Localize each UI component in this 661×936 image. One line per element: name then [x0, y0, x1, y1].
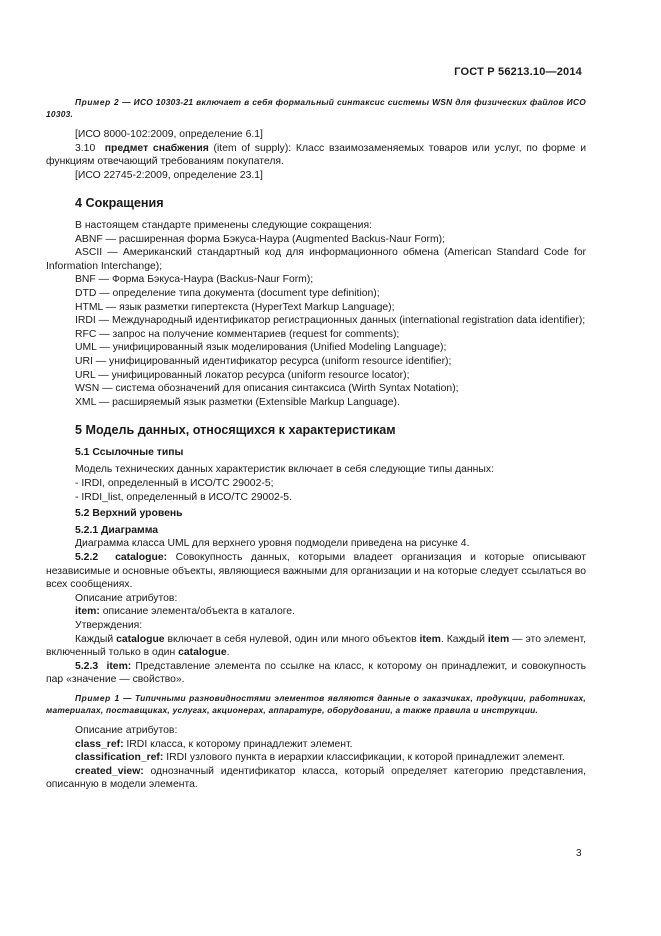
section-5-title: 5 Модель данных, относящихся к характеристикам: [75, 423, 396, 438]
abbr-rfc: RFC — запрос на получение комментариев (request for comments);: [75, 328, 400, 340]
definition-text: : Класс взаимозаменяемых товаров или услуг, по форме и функциям отвечающий требованиям покупателя.: [46, 142, 586, 168]
abbr-xml: XML — расширяемый язык разметки (Extensible Markup Language).: [75, 396, 400, 408]
section-5-2-1-title: 5.2.1 Диаграмма: [75, 524, 159, 536]
section-5-2-1-text: Диаграмма класса UML для верхнего уровня подмодели приведена на рисунке 4.: [75, 538, 470, 550]
example-1-text: — Типичными разновидностями элементов являются данные о заказчиках, продукции, работниках, материалах, поставщиках, услугах, акционерах, аппаратуре, оборудовании, а также правила и инструкции.: [46, 692, 587, 715]
clause-number: 5.2.3: [75, 660, 99, 672]
attribute-created-view: [46, 765, 586, 792]
attributes-label: Описание атрибутов:: [75, 592, 178, 604]
clause-term: item:: [106, 660, 132, 672]
page-number: 3: [576, 848, 582, 859]
example-2-note: [46, 96, 586, 120]
example-2-label: Пример 2: [75, 97, 120, 107]
attribute-text: однозначный идентификатор класса, который определяет категорию представления, описанную в модели элемента.: [46, 765, 587, 791]
definition-number: 3.10: [75, 142, 96, 154]
reference-iso-22745: [ИСО 22745-2:2009, определение 23.1]: [75, 169, 263, 181]
attribute-item: [46, 605, 586, 619]
attribute-term: created_view:: [75, 765, 144, 777]
section-5-1-intro: Модель технических данных характеристик включает в себя следующие типы данных:: [75, 464, 494, 476]
abbr-wsn: WSN — система обозначений для описания синтаксиса (Wirth Syntax Notation);: [75, 383, 459, 395]
attribute-term: item:: [75, 606, 100, 618]
section-4-title: 4 Сокращения: [75, 196, 164, 211]
example-2-text: — ИСО 10303-21 включает в себя формальный синтаксис системы WSN для физических файлов ИСО 10303.: [46, 97, 587, 119]
abbr-dtd: DTD — определение типа документа (document type definition);: [75, 287, 380, 299]
example-1-label: Пример 1: [75, 692, 120, 703]
abbr-html: HTML — язык разметки гипертекста (HyperText Markup Language);: [75, 301, 395, 313]
attributes-label-2: Описание атрибутов:: [75, 724, 178, 736]
definition-term: предмет снабжения: [104, 142, 209, 154]
definition-3-10: [46, 142, 586, 169]
assertions-text: Каждый catalogue включает в себя нулевой, один или много объектов item. Каждый item — это элемент, включенный только в один catalogue.: [46, 633, 586, 659]
abbr-bnf: BNF — Форма Бэкуса-Наура (Backus-Naur Form);: [75, 274, 314, 286]
abbr-url: URL — унифицированный локатор ресурса (uniform resource locator);: [75, 369, 410, 381]
clause-number: 5.2.2: [75, 552, 99, 564]
attribute-term: classification_ref:: [75, 752, 164, 764]
section-5-2-3: [46, 660, 586, 687]
assertions-label: Утверждения:: [75, 620, 143, 631]
attribute-term: class_ref:: [75, 738, 124, 750]
attribute-class-ref: [46, 738, 586, 752]
attribute-text: описание элемента/объекта в каталоге.: [99, 606, 295, 618]
abbr-irdi: IRDI — Международный идентификатор регистрационных данных (international registration data identifier);: [75, 315, 586, 327]
abbr-ascii: ASCII — Американский стандартный код для информационного обмена (American Standard Code for Information Interchange);: [46, 247, 586, 272]
list-item: - IRDI_list, определенный в ИСО/ТС 29002-5.: [75, 491, 292, 503]
abbr-abnf: ABNF — расширенная форма Бэкуса-Наура (Augmented Backus-Naur Form);: [75, 233, 446, 245]
page-content: [46, 96, 586, 792]
reference-iso-8000: [ИСО 8000-102:2009, определение 6.1]: [75, 129, 263, 140]
section-5-2-2: [46, 551, 586, 592]
list-item: - IRDI, определенный в ИСО/ТС 29002-5;: [75, 478, 274, 490]
abbr-uml: UML — унифицированный язык моделирования (Unified Modeling Language);: [75, 342, 447, 354]
clause-text: Представление элемента по ссылке на класс, к которому он принадлежит, и совокупность пар «значение — свойство».: [46, 660, 586, 686]
abbr-uri: URI — унифицированный идентификатор ресурса (uniform resource identifier);: [75, 355, 452, 367]
clause-term: catalogue:: [115, 552, 168, 564]
definition-english: (item of supply): [208, 142, 289, 154]
attribute-text: IRDI класса, к которому принадлежит элемент.: [123, 738, 353, 750]
clause-text: Совокупность данных, которыми владеет организация и которые описывают независимые и основные объекты, являющиеся важными для организации и на которые следует ссылаться во всех сообщениях.: [46, 552, 586, 591]
section-5-2-title: 5.2 Верхний уровень: [75, 508, 183, 520]
section-5-1-title: 5.1 Ссылочные типы: [75, 446, 184, 458]
document-code: ГОСТ Р 56213.10—2014: [454, 66, 582, 78]
attribute-classification-ref: [46, 751, 586, 765]
section-4-intro: В настоящем стандарте применены следующие сокращения:: [75, 219, 372, 231]
example-1-note: [46, 692, 586, 716]
attribute-text: IRDI узлового пункта в иерархии классификации, к которой принадлежит элемент.: [163, 752, 565, 764]
